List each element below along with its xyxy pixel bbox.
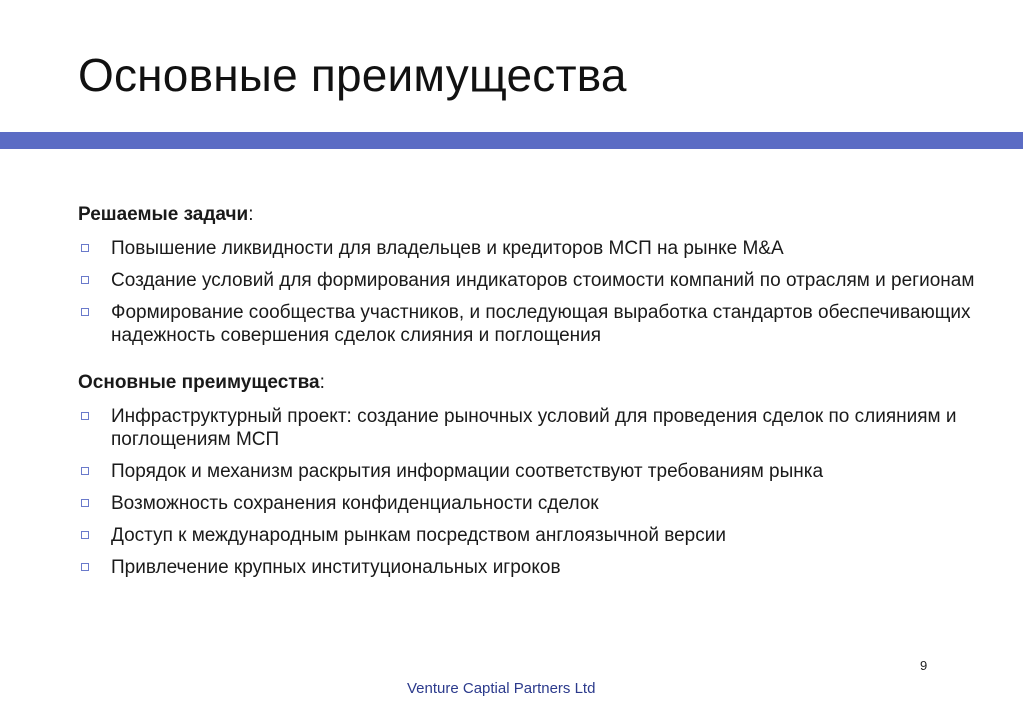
section-heading (78, 369, 978, 397)
list-item (78, 492, 978, 515)
list-item-text: Создание условий для формирования индикаторов стоимости компаний по отраслям и регионам (111, 270, 975, 291)
heading-colon: : (248, 204, 254, 225)
hollow-square-icon (81, 467, 89, 475)
footer-company-name: Venture Captial Partners Ltd (407, 680, 596, 697)
list-item-text: Привлечение крупных институциональных игроков (111, 557, 561, 578)
bullet-list (78, 405, 978, 579)
hollow-square-icon (81, 244, 89, 252)
hollow-square-icon (81, 499, 89, 507)
section-heading-text: Решаемые задачи (78, 204, 249, 225)
page-number: 9 (920, 658, 928, 673)
hollow-square-icon (81, 531, 89, 539)
list-item-text: Формирование сообщества участников, и последующая выработка стандартов обеспечивающих надежность совершения сделок слияния и поглощения (111, 302, 971, 346)
title-accent-bar (0, 132, 1023, 149)
heading-colon: : (319, 372, 325, 393)
list-item (78, 405, 978, 451)
hollow-square-icon (81, 276, 89, 284)
list-item-text: Возможность сохранения конфиденциальности сделок (111, 493, 599, 514)
slide-content (78, 201, 978, 588)
list-item (78, 237, 978, 260)
slide-title: Основные преимущества (78, 49, 627, 101)
list-item (78, 524, 978, 547)
hollow-square-icon (81, 308, 89, 316)
list-item-text: Инфраструктурный проект: создание рыночных условий для проведения сделок по слияниям и поглощениям МСП (111, 406, 957, 450)
list-item-text: Доступ к международным рынкам посредством англоязычной версии (111, 525, 726, 546)
bullet-list (78, 237, 978, 347)
hollow-square-icon (81, 412, 89, 420)
list-item (78, 556, 978, 579)
hollow-square-icon (81, 563, 89, 571)
list-item-text: Порядок и механизм раскрытия информации соответствуют требованиям рынка (111, 461, 824, 482)
list-item (78, 301, 978, 347)
section-heading (78, 201, 978, 229)
section-tasks (78, 201, 978, 347)
list-item (78, 269, 978, 292)
section-advantages (78, 369, 978, 579)
section-heading-text: Основные преимущества (78, 372, 320, 393)
list-item (78, 460, 978, 483)
list-item-text: Повышение ликвидности для владельцев и кредиторов МСП на рынке M&A (111, 238, 784, 259)
